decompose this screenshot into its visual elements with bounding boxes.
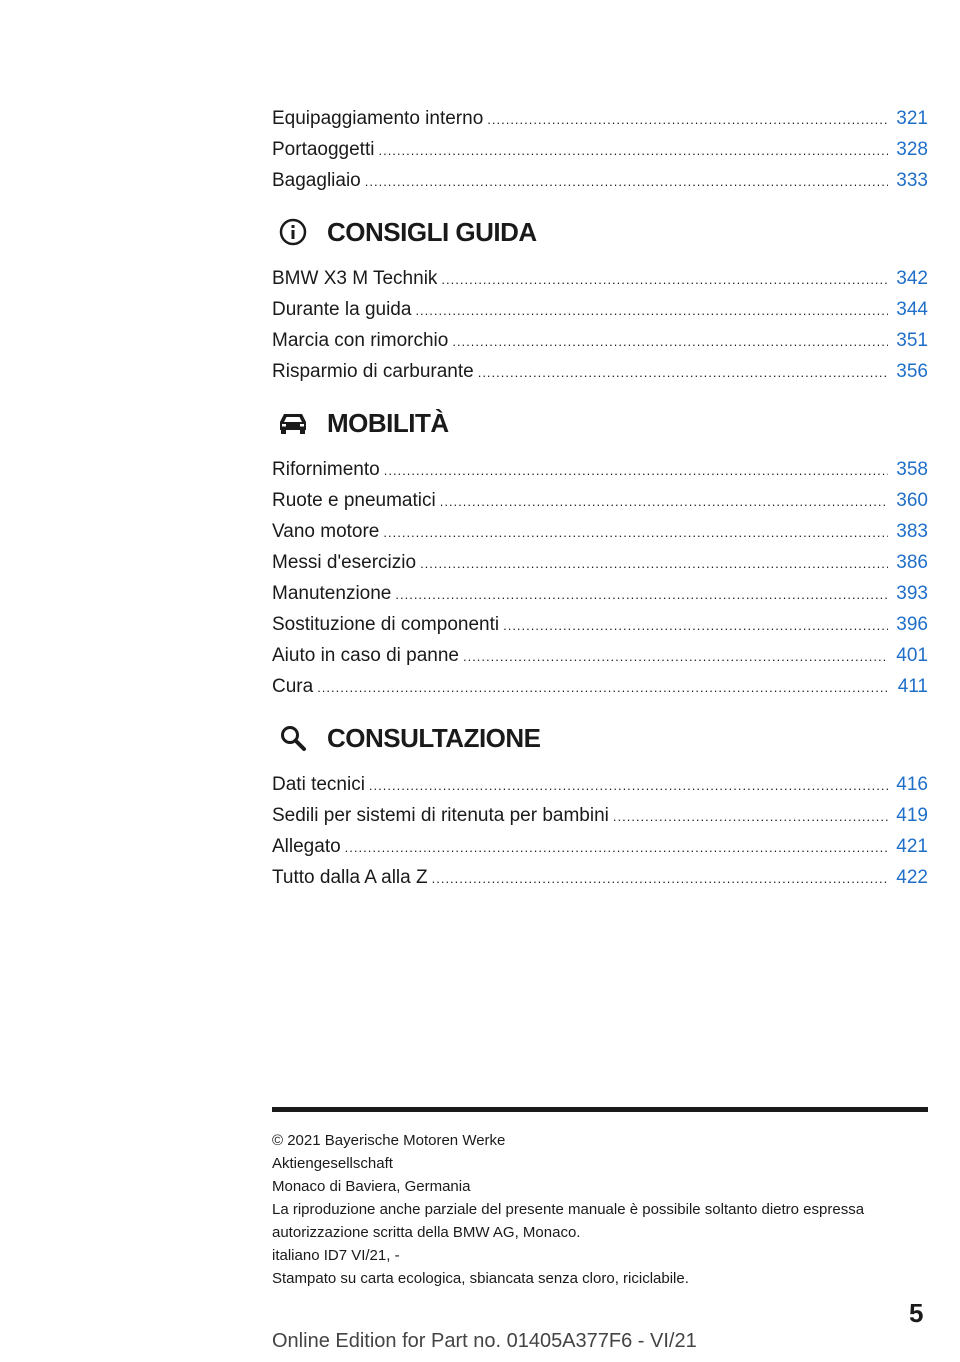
imprint-footer (272, 1107, 928, 1290)
toc-entry[interactable] (272, 325, 928, 356)
toc-leader-dots (452, 326, 888, 357)
toc-entry[interactable] (272, 263, 928, 294)
toc-entry[interactable] (272, 671, 928, 702)
toc-leader-dots (383, 517, 888, 548)
toc-leader-dots (378, 135, 888, 166)
toc-entry[interactable] (272, 769, 928, 800)
section-heading (272, 213, 928, 251)
toc-entry[interactable] (272, 294, 928, 325)
toc-entry-page[interactable]: 356 (896, 361, 928, 382)
toc-leader-dots (317, 672, 890, 703)
info-icon (277, 216, 309, 248)
toc-leader-dots (432, 863, 889, 894)
toc-entry[interactable] (272, 640, 928, 671)
toc-entry[interactable] (272, 103, 928, 134)
toc-entry-page[interactable]: 358 (896, 459, 928, 480)
toc-entry-title: Dati tecnici (272, 774, 365, 795)
toc-entry[interactable] (272, 516, 928, 547)
toc-entry[interactable] (272, 165, 928, 196)
section-consultazione (272, 719, 928, 893)
toc-top-group (272, 103, 928, 196)
toc-entry-page[interactable]: 342 (896, 268, 928, 289)
toc-entry-page[interactable]: 393 (896, 583, 928, 604)
page-number: 5 (909, 1298, 924, 1328)
toc-leader-dots (487, 104, 888, 135)
toc-entry[interactable] (272, 862, 928, 893)
imprint-line: © 2021 Bayerische Motoren Werke (272, 1132, 506, 1149)
toc-entry-page[interactable]: 419 (896, 805, 928, 826)
toc-entry-title: Equipaggiamento interno (272, 108, 484, 129)
toc-leader-dots (441, 264, 888, 295)
section-mobilita (272, 404, 928, 702)
imprint-line: autorizzazione scritta della BMW AG, Monaco. (272, 1224, 581, 1241)
toc-leader-dots (415, 295, 888, 326)
toc-entry[interactable] (272, 134, 928, 165)
toc-leader-dots (384, 455, 889, 486)
section-consigli-guida (272, 213, 928, 387)
toc-leader-dots (395, 579, 888, 610)
toc-entry[interactable] (272, 454, 928, 485)
search-icon (277, 722, 309, 754)
toc-entry-title: BMW X3 M Technik (272, 268, 438, 289)
imprint-line: La riproduzione anche parziale del presente manuale è possibile soltanto dietro espressa (272, 1201, 865, 1218)
imprint-line: Monaco di Baviera, Germania (272, 1178, 471, 1195)
toc-entry-title: Sostituzione di componenti (272, 614, 500, 635)
toc-entry-page[interactable]: 422 (896, 867, 928, 888)
toc-leader-dots (369, 770, 888, 801)
toc-entry-page[interactable]: 360 (896, 490, 928, 511)
toc-entry-page[interactable]: 421 (896, 836, 928, 857)
toc-leader-dots (365, 166, 889, 197)
toc-entry-title: Manutenzione (272, 583, 392, 604)
table-of-contents (272, 103, 928, 893)
toc-leader-dots (463, 641, 888, 672)
toc-entry-page[interactable]: 411 (897, 676, 928, 697)
toc-entry[interactable] (272, 356, 928, 387)
toc-entry[interactable] (272, 578, 928, 609)
toc-entry[interactable] (272, 609, 928, 640)
toc-leader-dots (613, 801, 888, 832)
edition-watermark: Online Edition for Part no. 01405A377F6 - VI/21 (272, 1330, 697, 1352)
toc-entry-title: Allegato (272, 836, 341, 857)
section-title: CONSULTAZIONE (327, 722, 541, 753)
imprint-line: Aktiengesellschaft (272, 1155, 393, 1172)
toc-entry-title: Aiuto in caso di panne (272, 645, 459, 666)
section-heading (272, 719, 928, 757)
section-title: MOBILITÀ (327, 407, 449, 438)
toc-entry-page[interactable]: 401 (896, 645, 928, 666)
section-heading (272, 404, 928, 442)
toc-entry-title: Marcia con rimorchio (272, 330, 449, 351)
toc-entry-title: Sedili per sistemi di ritenuta per bambini (272, 805, 609, 826)
section-title: CONSIGLI GUIDA (327, 216, 537, 247)
toc-entry-title: Risparmio di carburante (272, 361, 474, 382)
toc-entry-title: Bagagliaio (272, 170, 361, 191)
toc-entry-page[interactable]: 344 (896, 299, 928, 320)
toc-entry-page[interactable]: 396 (896, 614, 928, 635)
toc-entry[interactable] (272, 831, 928, 862)
toc-entry-title: Cura (272, 676, 314, 697)
toc-entry-page[interactable]: 386 (896, 552, 928, 573)
toc-entry-page[interactable]: 416 (896, 774, 928, 795)
toc-leader-dots (440, 486, 889, 517)
toc-entry[interactable] (272, 800, 928, 831)
toc-entry-page[interactable]: 383 (896, 521, 928, 542)
toc-entry-title: Portaoggetti (272, 139, 375, 160)
toc-leader-dots (478, 357, 889, 388)
toc-entry[interactable] (272, 485, 928, 516)
toc-entry-title: Messi d'esercizio (272, 552, 417, 573)
toc-entry-title: Vano motore (272, 521, 380, 542)
imprint-line: italiano ID7 VI/21, - (272, 1247, 400, 1264)
toc-entry-title: Rifornimento (272, 459, 380, 480)
toc-entry-page[interactable]: 333 (896, 170, 928, 191)
toc-leader-dots (345, 832, 889, 863)
car-icon (277, 407, 309, 439)
toc-entry-title: Durante la guida (272, 299, 412, 320)
toc-entry-page[interactable]: 328 (896, 139, 928, 160)
toc-leader-dots (503, 610, 888, 641)
toc-entry-page[interactable]: 351 (896, 330, 928, 351)
imprint-line: Stampato su carta ecologica, sbiancata senza cloro, riciclabile. (272, 1270, 689, 1287)
toc-entry-title: Tutto dalla A alla Z (272, 867, 428, 888)
footer-divider (272, 1107, 928, 1112)
toc-entry-title: Ruote e pneumatici (272, 490, 436, 511)
toc-leader-dots (420, 548, 888, 579)
toc-entry[interactable] (272, 547, 928, 578)
toc-entry-page[interactable]: 321 (896, 108, 928, 129)
